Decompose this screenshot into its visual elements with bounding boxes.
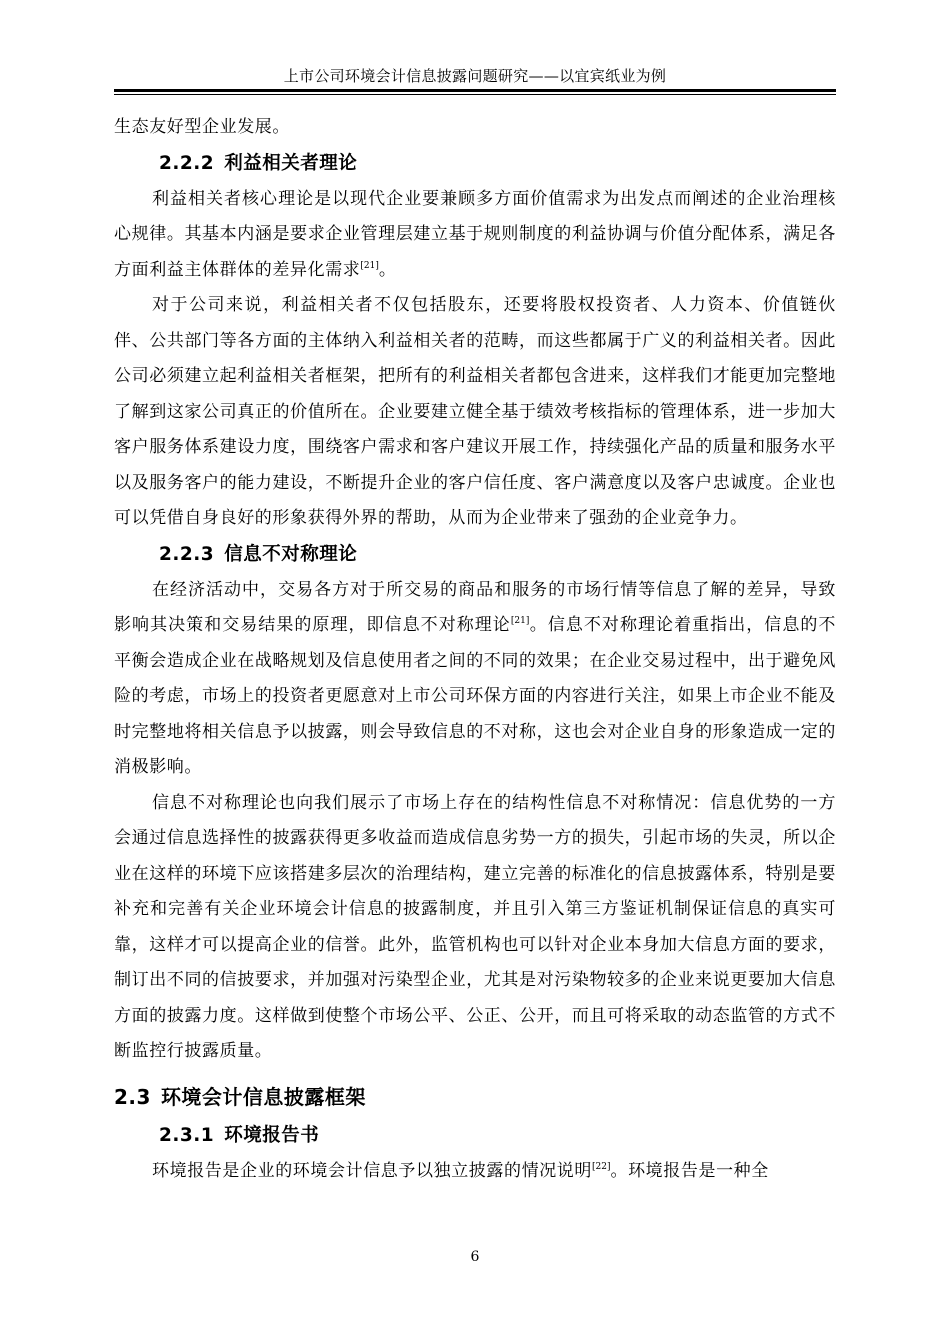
paragraph-text: 在经济活动中，交易各方对于所交易的商品和服务的市场行情等信息了解的差异，导致影响其决策和交易结果的原理，即信息不对称理论 xyxy=(114,579,836,635)
citation-ref: [22] xyxy=(592,1161,611,1172)
section-heading-2-3-1 xyxy=(114,1118,836,1154)
paragraph xyxy=(114,1154,836,1190)
section-title: 环境会计信息披露框架 xyxy=(160,1084,366,1109)
paragraph xyxy=(114,182,836,289)
header-rule-thick xyxy=(114,89,836,92)
section-heading-2-3 xyxy=(114,1078,836,1116)
page-number: 6 xyxy=(470,1249,480,1265)
paragraph-text: 。 xyxy=(378,259,397,280)
section-title: 环境报告书 xyxy=(224,1124,320,1146)
section-heading-2-2-3 xyxy=(114,537,836,573)
paragraph-continuation: 生态友好型企业发展。 xyxy=(114,117,290,137)
paragraph xyxy=(114,573,836,786)
header-rule-thin xyxy=(114,94,836,95)
paragraph-text: 利益相关者核心理论是以现代企业要兼顾多方面价值需求为出发点而阐述的企业治理核心规律。其基本内涵是要求企业管理层建立基于规则制度的利益协调与价值分配体系，满足各方面利益主体群体的差异化需求 xyxy=(114,188,836,280)
section-number: 2.2.3 xyxy=(159,543,215,565)
paragraph: 对于公司来说，利益相关者不仅包括股东，还要将股权投资者、人力资本、价值链伙伴、公共部门等各方面的主体纳入利益相关者的范畴，而这些都属于广义的利益相关者。因此公司必须建立起利益相关者框架，把所有的利益相关者都包含进来，这样我们才能更加完整地了解到这家公司真正的价值所在。企业要建立健全基于绩效考核指标的管理体系，进一步加大客户服务体系建设力度，围绕客户需求和客户建议开展工作，持续强化产品的质量和服务水平以及服务客户的能力建设，不断提升企业的客户信任度、客户满意度以及客户忠诚度。企业也可以凭借自身良好的形象获得外界的帮助，从而为企业带来了强劲的企业竞争力。 xyxy=(114,295,836,528)
section-number: 2.3.1 xyxy=(159,1124,215,1146)
section-number: 2.3 xyxy=(114,1084,151,1109)
section-title: 信息不对称理论 xyxy=(224,543,358,565)
paragraph: 信息不对称理论也向我们展示了市场上存在的结构性信息不对称情况：信息优势的一方会通过信息选择性的披露获得更多收益而造成信息劣势一方的损失，引起市场的失灵，所以企业在这样的环境下应该搭建多层次的治理结构，建立完善的标准化的信息披露体系，特别是要补充和完善有关企业环境会计信息的披露制度，并且引入第三方鉴证机制保证信息的真实可靠，这样才可以提高企业的信誉。此外，监管机构也可以针对企业本身加大信息方面的要求，制订出不同的信披要求，并加强对污染型企业，尤其是对污染物较多的企业来说更要加大信息方面的披露力度。这样做到使整个市场公平、公正、公开，而且可将采取的动态监管的方式不断监控行披露质量。 xyxy=(114,792,836,1061)
citation-ref: [21] xyxy=(360,260,379,271)
section-heading-2-2-2 xyxy=(114,146,836,182)
running-header: 上市公司环境会计信息披露问题研究——以宜宾纸业为例 xyxy=(283,67,667,85)
paragraph-text: 。环境报告是一种全 xyxy=(610,1160,769,1181)
body-text xyxy=(114,110,836,1189)
paragraph-text: 环境报告是企业的环境会计信息予以独立披露的情况说明 xyxy=(152,1160,592,1181)
section-number: 2.2.2 xyxy=(159,152,215,174)
paragraph-text: 。信息不对称理论着重指出，信息的不平衡会造成企业在战略规划及信息使用者之间的不同的效果；在企业交易过程中，出于避免风险的考虑，市场上的投资者更愿意对上市公司环保方面的内容进行关注，如果上市企业不能及时完整地将相关信息予以披露，则会导致信息的不对称，这也会对企业自身的形象造成一定的消极影响。 xyxy=(114,615,837,777)
section-title: 利益相关者理论 xyxy=(224,152,358,174)
citation-ref: [21] xyxy=(510,616,530,626)
